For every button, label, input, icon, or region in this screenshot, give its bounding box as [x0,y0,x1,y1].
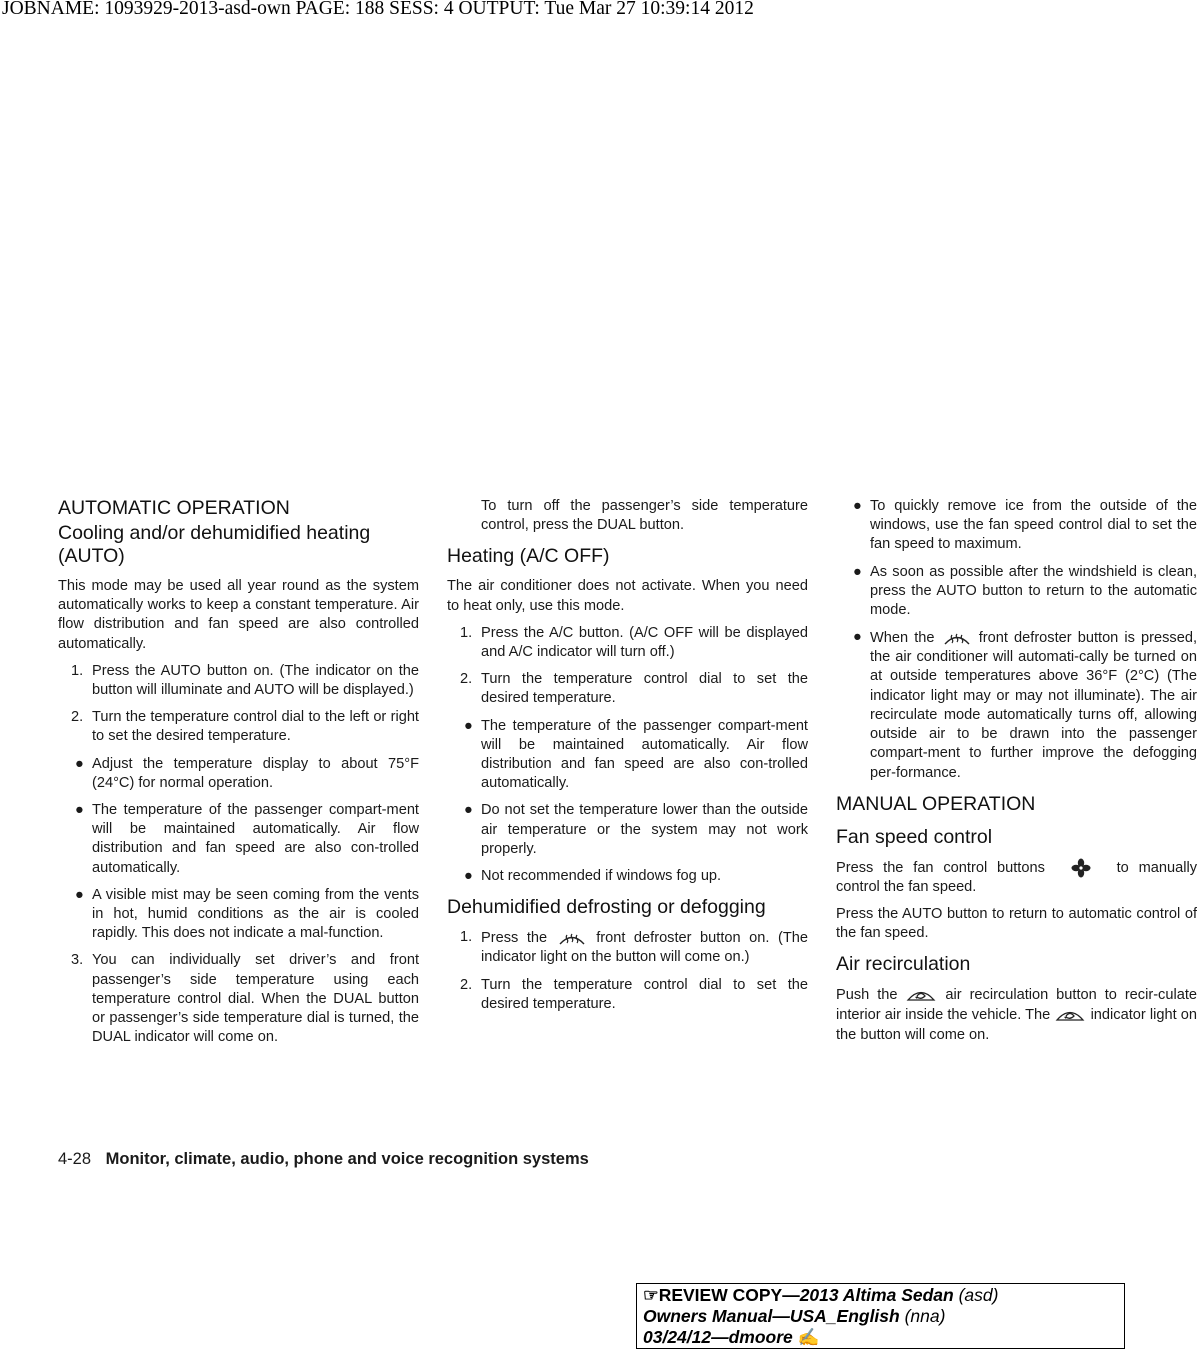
column-2 [447,497,808,1022]
auto-intro: This mode may be used all year round as the system automatically works to keep a constant temperature. Air flow distribution and fan speed are also controlled automatically. [58,578,419,652]
review-title: 2013 Altima Sedan [799,1285,954,1305]
bullet-icon: ● [464,717,473,734]
list-item-text: As soon as possible after the windshield is clean, press the AUTO button to return to the automatic mode. [870,563,1197,619]
writing-hand-icon: ✍ [797,1327,820,1347]
air-recirculation-icon [905,985,937,1005]
step-number: 2. [460,976,473,993]
front-defroster-icon [556,928,588,948]
list-item-text: To quickly remove ice from the outside of the windows, use the fan speed control dial to set the fan speed to maximum. [870,498,1197,553]
list-item-text: front defroster button on. (The indicator light on the button will come on.) [481,930,808,966]
paragraph-text: to manually control the fan speed. [836,859,1197,895]
list-item [58,662,419,700]
list-item [447,867,808,886]
review-copy-box [636,1283,1125,1349]
bullet-icon: ● [75,755,84,772]
review-line-1 [643,1285,1124,1306]
step-number: 1. [71,662,84,679]
fan-icon [1055,858,1107,878]
review-manual: Owners Manual—USA_English [643,1306,900,1326]
bullet-icon: ● [853,563,862,580]
list-item-text: The temperature of the passenger compart-ment will be maintained automatically. Air flow distribution and fan speed are also con-trolled automatically. [92,802,419,876]
step-number: 3. [71,952,84,969]
step-number: 1. [460,929,473,946]
list-item-text: The temperature of the passenger compart-ment will be maintained automatically. Air flow distribution and fan speed are also con-trolled automatically. [481,717,808,792]
list-item-text: Not recommended if windows fog up. [481,868,722,885]
pointing-hand-icon: ☞ [643,1285,659,1305]
list-item [58,755,419,793]
review-code: (nna) [904,1306,946,1326]
column-3 [836,497,1197,1053]
heading-manual-operation: MANUAL OPERATION [836,792,1036,815]
bullet-icon: ● [75,802,84,819]
list-item [447,976,808,1014]
review-line-2 [643,1306,1124,1327]
list-item [58,886,419,944]
list-item [836,497,1197,555]
page-footer [58,1150,589,1169]
review-line-3 [643,1327,1124,1348]
list-item [447,928,808,967]
step3-continuation: To turn off the passenger’s side temperature control, press the DUAL button. [481,498,808,534]
subheading-auto-mode: Cooling and/or dehumidified heating (AUTO) [58,522,371,567]
bullet-icon: ● [75,886,84,903]
column-1 [58,497,419,1055]
list-item [447,801,808,859]
list-item-text: Press the AUTO button on. (The indicator on the button will illuminate and AUTO will be displayed.) [92,662,419,699]
list-item [58,708,419,746]
list-item-text: front defroster button is pressed, the air conditioner will automati-cally be turned on at outside temperatures above 36°F (2°C) (The indicator light may or may not illuminate). The air recirculate mode automatically turns off, allowing outside air to be drawn into the passenger compart-ment to further improve the defogging per-formance. [870,630,1197,781]
section-title: Monitor, climate, audio, phone and voice recognition systems [105,1150,589,1168]
list-item-text: Press the A/C button. (A/C OFF will be displayed and A/C indicator will turn off.) [481,624,808,661]
list-item [836,563,1197,621]
review-code: (asd) [958,1285,999,1305]
bullet-icon: ● [464,868,473,885]
bullet-icon: ● [853,629,862,646]
paragraph-text: indicator light on the button will come on. [836,1007,1197,1043]
list-item-text: Turn the temperature control dial to set the desired temperature. [481,671,808,707]
list-item [447,670,808,708]
heating-intro: The air conditioner does not activate. When you need to heat only, use this mode. [447,578,808,614]
heading-defogging: Dehumidified defrosting or defogging [447,896,766,919]
list-item-text: Turn the temperature control dial to the left or right to set the desired temperature. [92,709,419,745]
paragraph-text: air recirculation button to recir-culate interior air inside the vehicle. The [836,987,1197,1024]
front-defroster-icon [941,628,973,648]
paragraph-text: Push the [836,987,898,1004]
step-number: 2. [460,671,473,688]
fan-paragraph-1 [836,858,1197,897]
jobname-header: JOBNAME: 1093929-2013-asd-own PAGE: 188 SESS: 4 OUTPUT: Tue Mar 27 10:39:14 2012 [2,0,754,19]
step-number: 1. [460,624,473,641]
fan-paragraph-2: Press the AUTO button to return to automatic control of the fan speed. [836,905,1197,942]
list-item-text: You can individually set driver’s and front passenger’s side temperature using each temperature control dial. When the DUAL button or passenger’s side temperature dial is turned, the DUAL indicator will come on. [92,952,419,1046]
review-label: REVIEW COPY— [658,1285,800,1305]
air-recirculation-icon [1054,1005,1086,1025]
list-item [447,717,808,794]
heading-fan-speed: Fan speed control [836,825,993,848]
review-date: 03/24/12—dmoore [643,1327,793,1347]
list-item-text: Adjust the temperature display to about 75°F (24°C) for normal operation. [92,755,419,791]
step-number: 2. [71,709,84,726]
bullet-icon: ● [853,498,862,514]
heading-automatic-operation: AUTOMATIC OPERATION [58,497,290,519]
heading-air-recirculation: Air recirculation [836,953,971,976]
list-item-text: Press the [481,930,548,947]
page-number: 4-28 [58,1150,92,1168]
recirculation-paragraph [836,985,1197,1044]
list-item [58,951,419,1047]
paragraph-text: Press the fan control buttons [836,859,1045,876]
heading-heating: Heating (A/C OFF) [447,545,610,568]
list-item-text: When the [870,630,935,647]
list-item [447,624,808,662]
list-item [58,801,419,878]
list-item-text: Turn the temperature control dial to set the desired temperature. [481,976,808,1012]
bullet-icon: ● [464,802,473,819]
list-item-text: Do not set the temperature lower than the outside air temperature or the system may not work properly. [481,802,808,857]
list-item-text: A visible mist may be seen coming from the vents in hot, humid conditions as the air is cooled rapidly. This does not indicate a mal-function. [92,886,419,942]
list-item [836,628,1197,782]
